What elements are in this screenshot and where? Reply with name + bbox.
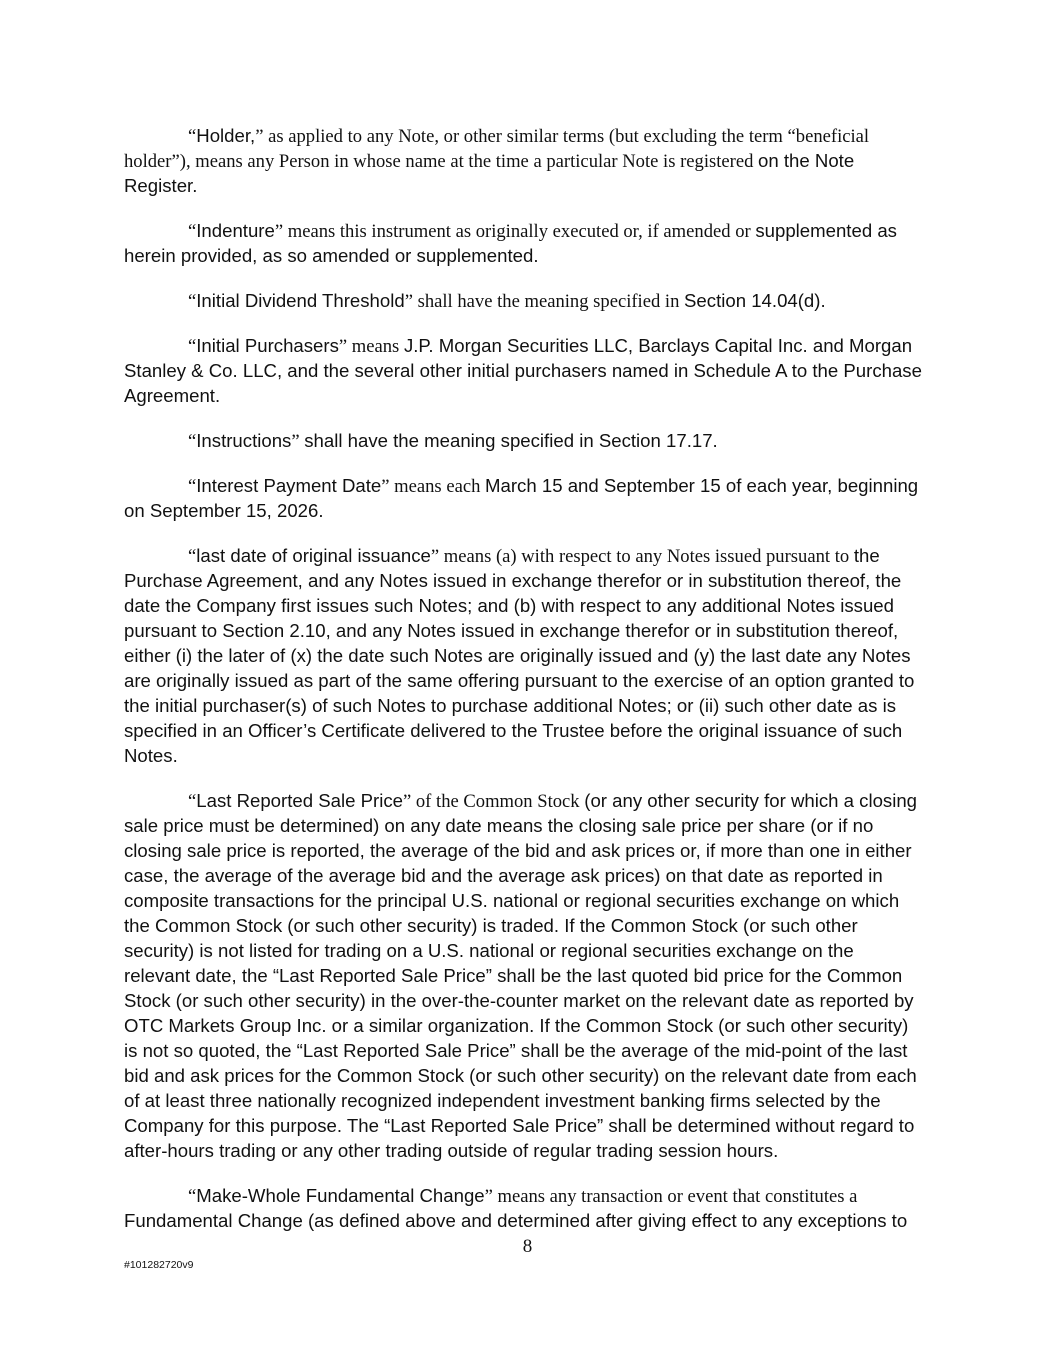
defined-term: Initial Dividend Threshold <box>196 290 405 311</box>
document-body <box>124 124 924 1254</box>
definition-initial-dividend-threshold: “Initial Dividend Threshold” shall have the meaning specified in Section 14.04(d). <box>188 290 826 312</box>
definition-last-date-of-original-issuance: “last date of original issuance” means (a) with respect to any Notes issued pursuant to the Purchase Agreement, and any Notes issued in exchange therefor or in substitution thereof, the date the Company first issues such Notes; and (b) with respect to any additional Notes issued pursuant to Section 2.10, and any Notes issued in exchange therefor or in substitution thereof, either (i) the later of (x) the date such Notes are originally issued and (y) the last date any Notes are originally issued as part of the same offering pursuant to the exercise of an option granted to the initial purchaser(s) of such Notes to purchase additional Notes; or (ii) such other date as is specified in an Officer’s Certificate delivered to the Trustee before the original issuance of such Notes. <box>124 545 915 766</box>
defined-term: Instructions <box>196 430 292 451</box>
page-number: 8 <box>522 1236 533 1257</box>
definition-initial-purchasers: “Initial Purchasers” means J.P. Morgan Securities LLC, Barclays Capital Inc. and Morgan Stanley & Co. LLC, and the several other initial purchasers named in Schedule A to the Purchase Agreement. <box>124 335 922 406</box>
defined-term: Indenture <box>196 220 275 241</box>
definition-interest-payment-date: “Interest Payment Date” means each March 15 and September 15 of each year, beginning on September 15, 2026. <box>124 475 919 521</box>
defined-term: Initial Purchasers <box>196 335 339 356</box>
definition-holder: “Holder,” as applied to any Note, or other similar terms (but excluding the term “beneficial holder”), means any Person in whose name at the time a particular Note is registered on the Note Register. <box>124 125 870 196</box>
defined-term: Last Reported Sale Price <box>196 790 403 811</box>
definition-instructions: “Instructions” shall have the meaning specified in Section 17.17. <box>188 430 718 452</box>
defined-term: last date of original issuance <box>196 545 431 566</box>
defined-term: Interest Payment Date <box>196 475 382 496</box>
defined-term: Make-Whole Fundamental Change <box>196 1185 485 1206</box>
document-id: #101282720v9 <box>124 1259 194 1271</box>
defined-term: Holder, <box>196 125 256 146</box>
definition-make-whole-fundamental-change: “Make-Whole Fundamental Change” means any transaction or event that constitutes a Fundamental Change (as defined above and determined after giving effect to any exceptions to <box>124 1185 908 1231</box>
definition-indenture: “Indenture” means this instrument as originally executed or, if amended or supplemented as herein provided, as so amended or supplemented. <box>124 220 897 266</box>
definition-last-reported-sale-price: “Last Reported Sale Price” of the Common Stock (or any other security for which a closing sale price must be determined) on any date means the closing sale price per share (or if no closing sale price is reported, the average of the bid and ask prices or, if more than one in either case, the average of the average bid and the average ask prices) on that date as reported in composite transactions for the principal U.S. national or regional securities exchange on which the Common Stock (or such other security) is traded. If the Common Stock (or such other security) is not listed for trading on a U.S. national or regional securities exchange on the relevant date, the “Last Reported Sale Price” shall be the last quoted bid price for the Common Stock (or such other security) in the over-the-counter market on the relevant date as reported by OTC Markets Group Inc. or a similar organization. If the Common Stock (or such other security) is not so quoted, the “Last Reported Sale Price” shall be the average of the mid-point of the last bid and ask prices for the Common Stock (or such other security) on the relevant date from each of at least three nationally recognized independent investment banking firms selected by the Company for this purpose. The “Last Reported Sale Price” shall be determined without regard to after-hours trading or any other trading outside of regular trading session hours. <box>124 790 918 1161</box>
